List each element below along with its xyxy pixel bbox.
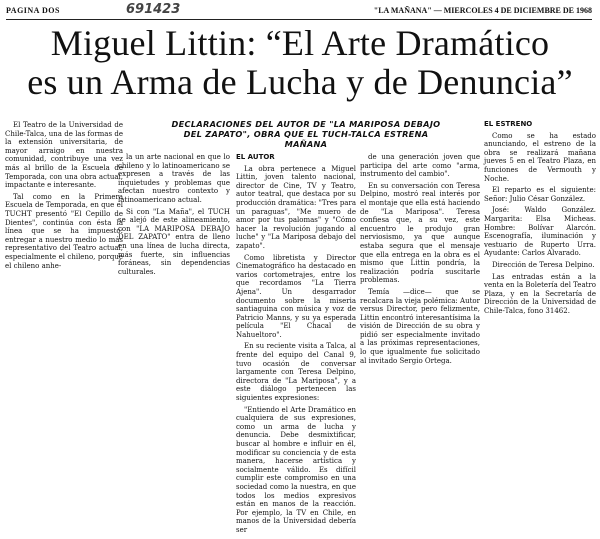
paragraph: Tal como en la Primera Escuela de Temporada, en que el TUCHT presentó "El Cepillo de Dientes", continúa con ésta la línea que se ha impuesto: entregar a nuestro medio lo más representativo del Teatro actual, especialmente el chileno, porque el chileno anhe- — [5, 192, 123, 270]
column-4 — [360, 153, 480, 368]
section-heading-premiere: EL ESTRENO — [484, 120, 533, 128]
page-header — [6, 2, 592, 18]
paragraph: El reparto es el siguiente: Señor: Julio César González. — [484, 186, 596, 203]
subheadline: DECLARACIONES DEL AUTOR DE "LA MARIPOSA DEBAJO DEL ZAPATO", OBRA QUE EL TUCH-TALCA ESTRENA MAÑANA — [171, 119, 441, 149]
paragraph: Si con "La Maña", el TUCH se alejó de este alineamiento, con "LA MARIPOSA DEBAJO DEL ZAPATO" entra de lleno en una línea de lucha directa, más fuerte, sin influencias foráneas, sin dependencias culturales. — [118, 207, 230, 276]
paragraph: En su conversación con Teresa Delpino, mostró real interés por el montaje que ella está haciendo de "La Mariposa". Teresa confiesa que, a su vez, este encuentro le produjo gran nerviosismo, ya que aunque estaba segura que el mensaje que ella entrega en la obra es el mismo que Littin pondría, la realización podría suscitarle problemas. — [360, 181, 480, 285]
paragraph: de una generación joven que participa del arte como "arma, instrumento del cambio". — [360, 153, 480, 179]
paragraph: La obra pertenece a Miguel Littin, joven talento nacional, director de Cine, TV y Teatro, autor teatral, que destaca por su producción dramática: "Tres para un paraguas", "Me muero de amor por tus palomas" y "Cómo hacer la revolución jugando al luche" y "La Mariposa debajo del zapato". — [236, 164, 356, 250]
headline — [0, 24, 600, 102]
paragraph: "Entiendo el Arte Dramático en cualquiera de sus expresiones, como un arma de lucha y denuncia. Debe desmixtificar, buscar al hombre e influir en él, modificar su conciencia y de esta manera, hacerse artística y socialmente válido. Es difícil cumplir este compromiso en una sociedad como la nuestra, en que todos los medios expresivos están en manos de la reacción. Por ejemplo, la TV en Chile, en manos de la Universidad debería ser — [236, 405, 356, 534]
column-1 — [5, 121, 123, 273]
paragraph: Las entradas están a la venta en la Boletería del Teatro Plaza, y en la Secretaría de Dirección de la Universidad de Chile-Talca, fono 31462. — [484, 272, 596, 315]
paragraph: José: Waldo González. Margarita: Elsa Micheas. Hombre: Bolívar Alarcón. Escenografía, iluminación y vestuario de Ruperto Urra. Ayudante: Carlos Alvarado. — [484, 206, 596, 258]
paragraph: Temía —dice— que se recalcara la vieja polémica: Autor versus Director, pero felizmente, Littin encontró interesantísima la visión de Dirección de su obra y pidió ser especialmente invitado a las próximas representaciones, lo que igualmente fue solicitado al invitado Sergio Ortega. — [360, 287, 480, 365]
paragraph: la un arte nacional en que lo chileno y lo latinoamericano se expresen a través de las inquietudes y problemas que afectan nuestro contexto y latinoamericano actual. — [118, 153, 230, 204]
paragraph: El Teatro de la Universidad de Chile-Talca, una de las formas de la extensión universitaria, de mayor arraigo en nuestra comunidad, contribuye una vez más al brillo de la Escuela de Temporada, con una obra actual, impactante e interesante. — [5, 121, 123, 190]
paragraph: Como se ha estado anunciando, el estreno de la obra se realizará mañana jueves 5 en el Teatro Plaza, en funciones de Vermouth y Noche. — [484, 131, 596, 183]
section-label: PAGINA DOS — [6, 6, 60, 15]
paragraph: Como libretista y Director Cinematográfico ha destacado en varios cortometrajes, entre los que recordamos "La Tierra Ajena". Un desgarrador documento sobre la miseria santiaguina con música y voz de Patricio Manns, y su ya esperada película "El Chacal de Nahueltoro". — [236, 253, 356, 339]
column-5 — [484, 120, 596, 318]
column-3 — [236, 153, 356, 538]
header-rule — [6, 19, 592, 20]
headline-line-1: Miguel Littin: “El Arte Dramático — [50, 23, 550, 63]
column-2 — [118, 153, 230, 279]
headline-line-2: es un Arma de Lucha y de Denuncia” — [27, 62, 573, 102]
paragraph: Dirección de Teresa Delpino. — [492, 260, 595, 269]
newspaper-date: "LA MAÑANA" — MIERCOLES 4 DE DICIEMBRE DE 1968 — [373, 6, 592, 15]
handwritten-archive-number: 691423 — [126, 2, 181, 17]
section-heading-author: EL AUTOR — [236, 153, 275, 161]
paragraph: En su reciente visita a Talca, al frente del equipo del Canal 9, tuvo ocasión de conversar largamente con Teresa Delpino, directora de "La Mariposa", y a este diálogo pertenecen las siguientes expresiones: — [236, 342, 356, 403]
